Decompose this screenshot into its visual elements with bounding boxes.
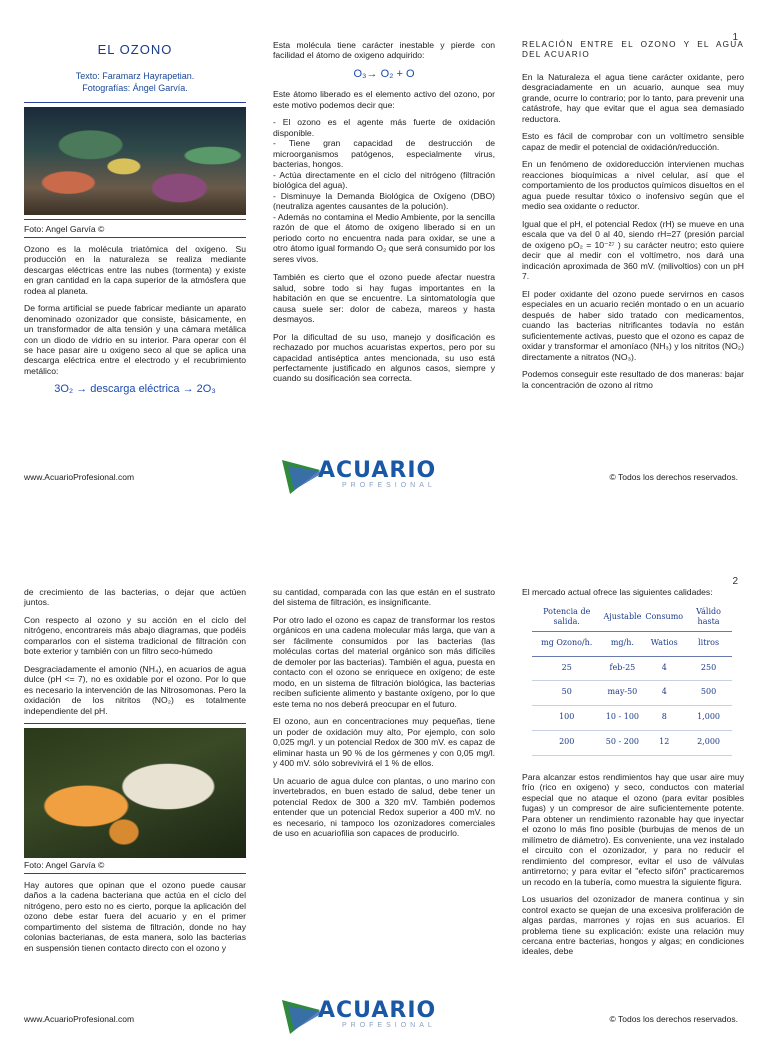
table-cell: 500 [685,681,732,706]
paragraph: de crecimiento de las bacterias, o dejar que actúen juntos. [24,587,246,608]
page-2 [0,512,768,1029]
paragraph: Podemos conseguir este resultado de dos maneras: bajar la concentración de ozono al ritmo [522,369,744,390]
page-number: 1 [732,32,738,43]
table-cell: 10 - 100 [601,706,643,731]
reef-photo [24,107,246,215]
list-item: - Además no contamina el Medio Ambiente, por la sencilla razón de que el átomo de oxigeno liberado si en un periodo corto no encuentra nada para oxidar, se une a otro átomo igual formando O₂ que será consumido por los seres vivos. [273,211,495,264]
footer-copyright: © Todos los derechos reservados. [609,1014,738,1024]
table-units-row [532,631,732,656]
column-1 [24,587,246,960]
divider [24,102,246,103]
column-2 [273,587,495,846]
table-row [532,681,732,706]
table-row [532,706,732,731]
logo-word: ACUARIO [318,998,437,1023]
table-cell: litros [685,631,732,656]
divider [24,237,246,238]
paragraph: Con respecto al ozono y su acción en el ciclo del nitrógeno, encontrareis más abajo diagramas, que podéis compararlos con el sistema tradicional de filtración con bote exterior y también con un filtro seco-húmedo [24,614,246,657]
ozonizer-table [532,605,732,755]
credits [24,70,246,94]
table-cell: 50 [532,681,601,706]
table-header: Válido hasta [685,605,732,631]
paragraph: Esto es fácil de comprobar con un voltímetro sensible capaz de medir el potencial de oxidación/reducción. [522,131,744,152]
paragraph: El mercado actual ofrece las siguientes calidades: [522,587,713,597]
paragraph: Este átomo liberado es el elemento activo del ozono, por este motivo podemos decir que: [273,89,495,110]
paragraph: De forma artificial se puede fabricar mediante un aparato denominado ozonizador que consiste, básicamente, en un transformador de alta tensión y una cámara metálica con un diodo de vidrio en su interior. Para operar con él se hace pasar aire u oxigeno seco al que se aplica una descarga eléctrica entre el electrodo y el recubrimiento metálico: [24,303,246,376]
table-cell: 2,000 [685,730,732,755]
section-title: RELACIÓN ENTRE EL OZONO Y EL AGUA DEL ACUARIO [522,40,744,59]
table-cell: 8 [643,706,685,731]
photo-caption: Foto: Angel Garvía © [24,224,105,235]
table-header: Ajustable [601,605,643,631]
goldfish-photo [24,728,246,858]
article-title: EL OZONO [97,42,173,57]
acuario-profesional-logo [280,994,470,1038]
table-cell: feb-25 [601,656,643,681]
table-cell: 250 [685,656,732,681]
table-row [532,656,732,681]
column-3 [522,40,744,397]
paragraph: Igual que el pH, el potencial Redox (rH) se mueve en una escala que va del 0 al 40, siendo rH=27 (presión parcial de oxigeno pO₂ = 10⁻²⁷ ) su carácter neutro; esto quiere decir que al medir con el voltímetro, nos dará una indicación aproximada de 360 mV. (milivoltios) con un pH 7. [522,218,744,282]
footer-website-link[interactable]: www.AcuarioProfesional.com [24,1014,135,1024]
paragraph: Para alcanzar estos rendimientos hay que usar aire muy frío (rico en oxigeno) y seco, conductos con material especial que no ataque el ozono (para evitar posibles fugas) y un compresor de aire suficientemente potente. Para obtener un rendimiento razonable hay que inyectar el ozono lo más fino posible (burbujas de menos de un milímetro de diámetro). Es conveniente, una vez instalado el circuito con el ozonizador, y para no reducir el rendimiento del compresor, evitar el uso de válvulas antirretorno; y para evitar el "efecto sifón" practicaremos un recodo en la tubería, como muestra la siguiente figura. [522,771,744,887]
paragraph: Un acuario de agua dulce con plantas, o uno marino con invertebrados, en buen estado de salud, debe tener un potencial Redox de 300 a 320 mV. También podemos entender que un potencial Redox superior a 400 mV. no es necesario, ni tampoco los ozonizadores comerciales de uso en acuariofilia son capaces de producirlo. [273,775,495,839]
paragraph: El ozono, aun en concentraciones muy pequeñas, tiene un poder de oxidación muy alto, Por ejemplo, con solo 0,025 mg/l. y un potencial Redox de 300 mV. es capaz de eliminar hasta un 90 % de los gérmenes y con 0,05 mg/l. y 400 mV. sólo sobrevivirá el 1 % de ellos. [273,716,495,769]
credits-text: Texto: Faramarz Hayrapetian. [75,70,195,81]
paragraph: El poder oxidante del ozono puede servirnos en casos especiales en un acuario recién montado o en un acuario después de haber sido tratado con medicamentos, cuando las bacterias nitrificantes todavía no están suficientemente activas, puesto que el ozono es capaz de oxidar y transformar el amoníaco (NH₃) y los nitritos (NO₂) directamente a nitratos (NO₃). [522,288,744,362]
divider [24,219,246,220]
page-number: 2 [732,576,738,587]
table-cell: 4 [643,656,685,681]
logo-sub: PROFESIONAL [342,1022,436,1029]
paragraph: Ozono es la molécula triatómica del oxigeno. Su producción en la naturaleza se realiza mediante descargas eléctricas entre las nubes (tormenta) y existe en gran cantidad en la capa superior de la atmósfera que rodea al planeta. [24,243,246,296]
divider [24,873,246,874]
page-1 [0,0,768,512]
paragraph: Esta molécula tiene carácter inestable y pierde con facilidad el átomo de oxigeno adquirido: [273,40,495,61]
table-cell: 50 - 200 [601,730,643,755]
list-item: - El ozono es el agente más fuerte de oxidación disponible. [273,117,495,138]
table-header: Potencia de salida. [532,605,601,631]
footer-website-link[interactable]: www.AcuarioProfesional.com [24,472,135,482]
divider [24,723,246,724]
photo-caption: Foto: Angel Garvía © [24,860,105,871]
acuario-profesional-logo [280,454,470,498]
paragraph: Los usuarios del ozonizador de manera continua y sin control exacto se quejan de una excesiva proliferación de algas pardas, marrones y rojas en sus acuarios. El problema tiene su explicación: existe una relación muy cercana entre bacterias, hongos y algas; en condiciones ideales, debe [522,894,744,957]
table-cell: mg Ozono/h. [532,631,601,656]
table-cell: 1,000 [685,706,732,731]
column-3 [522,587,744,964]
table-cell: may-50 [601,681,643,706]
table-cell: mg/h. [601,631,643,656]
footer-copyright: © Todos los derechos reservados. [609,472,738,482]
credits-photos: Fotografías: Ángel Garvía. [82,83,188,93]
paragraph: También es cierto que el ozono puede afectar nuestra salud, sobre todo si hay fugas importantes en la habitación en que se encuentre. La sintomatología que causa suele ser: dolor de cabeza, mareos y hasta desmayos. [273,272,495,325]
table-cell: 12 [643,730,685,755]
paragraph: Desgraciadamente el amonio (NH₄), en acuarios de agua dulce (pH <= 7), no es oxidable por el ozono. Por lo que es necesario la intervención de las Nitrosomonas. Pero la oxidación de los nitritos (NO₂) es totalmente independiente del pH. [24,663,246,716]
column-2 [273,40,495,391]
table-cell: Watios [643,631,685,656]
ozone-formula: 3O₂ → descarga eléctrica → 2O₃ [54,383,216,396]
table-cell: 25 [532,656,601,681]
dissociation-formula: O₃→ O₂ + O [353,67,415,80]
list-item: - Actúa directamente en el ciclo del nitrógeno (filtración biológica del agua). [273,169,495,191]
column-1 [24,40,246,405]
list-item: - Disminuye la Demanda Biológica de Oxígeno (DBO) (neutraliza agentes causantes de la polución). [273,190,495,212]
table-cell: 200 [532,730,601,755]
list-item: - Tiene gran capacidad de destrucción de microorganismos patógenos, especialmente virus, bacterias, hongos. [273,138,495,170]
table-row [532,730,732,755]
paragraph: En un fenómeno de oxidoreducción intervienen muchas reacciones bioquímicas a nivel celular, así que el comportamiento de los productos químicos disueltos en el agua puede resultar tóxico o inofensivo según que el medio sea oxidante o reductor. [522,159,744,212]
paragraph: Por otro lado el ozono es capaz de transformar los restos orgánicos en una cadena molecular más larga, que van a ser fácilmente consumidos por las bacterias (las moléculas cortas del material orgánico son más difíciles de demoler por las bacterias). También el agua, puesta en contacto con el ozono se enriquece en oxígeno; de este modo, en un sistema de filtración biológica, las bacterias reciben suficiente alimento y bastante oxígeno, por lo que este tema no nos deberá preocupar en el futuro. [273,614,495,709]
paragraph: En la Naturaleza el agua tiene carácter oxidante, pero desgraciadamente en un acuario, aunque sea muy grande, ocurre lo contrario; por lo tanto, para prevenir una catástrofe, hay que evitar que el agua sea demasiado reductora. [522,72,744,124]
paragraph: su cantidad, comparada con las que están en el sustrato del sistema de filtración, es insignificante. [273,587,495,608]
table-header: Consumo [643,605,685,631]
paragraph: Por la dificultad de su uso, manejo y dosificación es rechazado por muchos acuaristas expertos, pero por su capacidad antiséptica antes mencionada, su uso está perfectamente justificado en algunos casos, siempre y cuando su dosificación sea correcta. [273,331,495,384]
logo-sub: PROFESIONAL [342,482,436,489]
logo-word: ACUARIO [318,458,437,483]
table-cell: 100 [532,706,601,731]
properties-list [273,117,495,264]
table-cell: 4 [643,681,685,706]
paragraph: Hay autores que opinan que el ozono puede causar daños a la cadena bacteriana que actúa en el ciclo del nitrógeno, pero esto no es cierto, porque la aplicación del ozono debe estar fuera del acuario y en el primer compartimento del sistema de filtración, donde no hay colonias bacterianas, de esta manera, solo las bacterias en suspensión tienen contacto directo con el ozono y [24,879,246,953]
